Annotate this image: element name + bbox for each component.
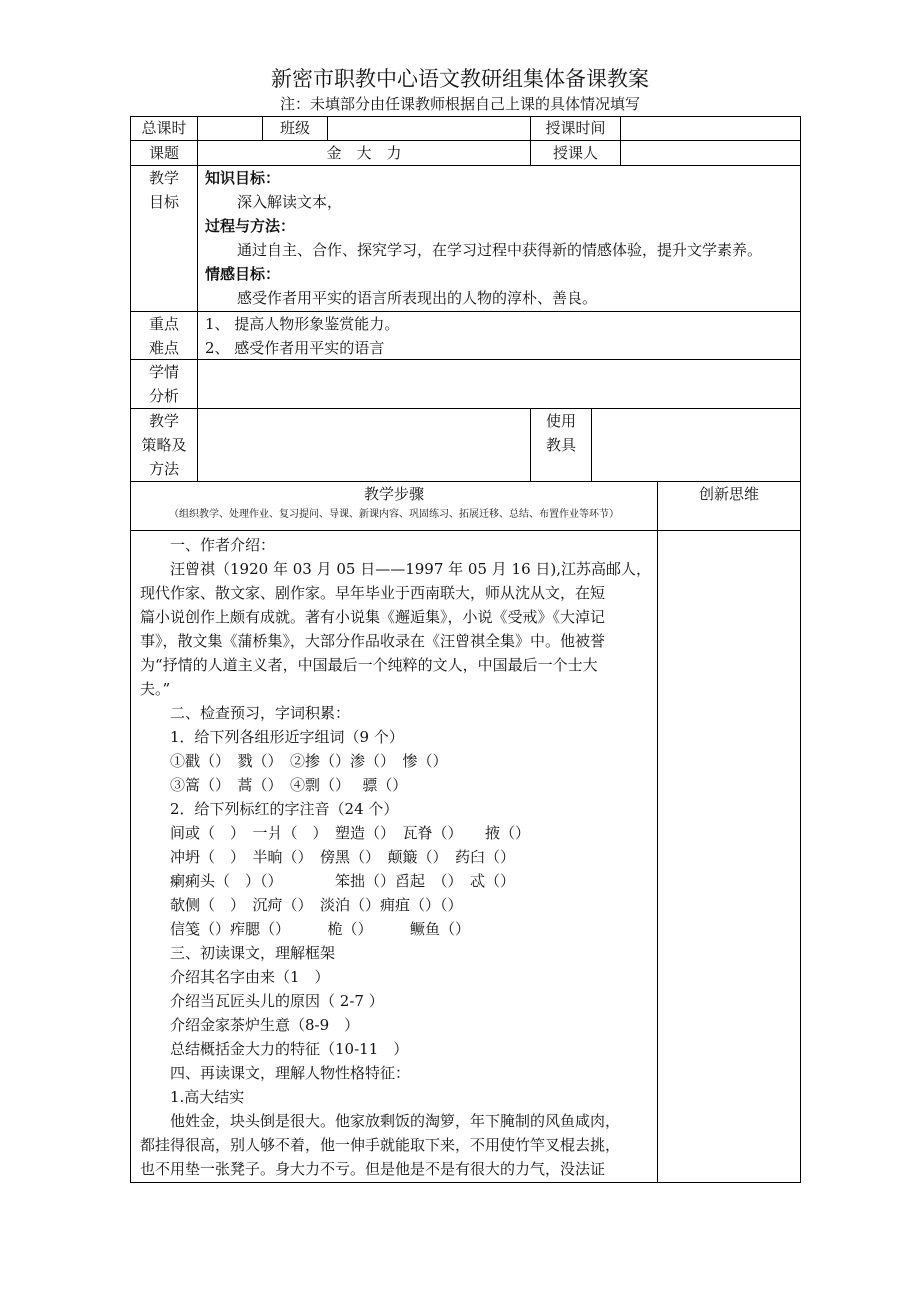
key-point-item: 2、 感受作者用平实的语言 (205, 339, 385, 357)
steps-line: 介绍其名字由来（1 ） (170, 968, 330, 986)
cell-divider (591, 408, 592, 482)
steps-line: 都挂得很高，别人够不着，他一伸手就能取下来，不用使竹竿叉棍去挑， (140, 1136, 621, 1154)
steps-line: ①戳（） 戮（） ②掺（）渗（） 惨（） (170, 752, 448, 770)
topic-label: 课题 (148, 144, 179, 162)
objectives-label-line1: 教学 (148, 169, 179, 187)
steps-body (140, 533, 655, 1181)
steps-line: 事》，散文集《蒲桥集》，大部分作品收录在《汪曾祺全集》中。他被誉 (140, 632, 606, 650)
strategy-label (131, 409, 197, 481)
steps-line: 瘌痢头（ ）（） 笨拙（）舀起 （） 忒（） (170, 872, 516, 890)
steps-line: 信笺（）痄腮（） 桅（） 鳜鱼（） (170, 920, 471, 938)
emotion-heading: 情感目标： (205, 265, 281, 283)
tools-label-line2: 教具 (545, 436, 576, 454)
tools-label (531, 409, 591, 457)
table-border-right (800, 116, 801, 1183)
steps-line: 2．给下列标红的字注音（24 个） (170, 800, 399, 818)
steps-line: 三、初读课文，理解框架 (170, 944, 336, 962)
process-text: 通过自主、合作、探究学习，在学习过程中获得新的情感体验，提升文学素养。 (237, 241, 763, 259)
key-points-label (131, 312, 197, 360)
knowledge-heading: 知识目标： (205, 169, 281, 187)
tools-label-line1: 使用 (545, 412, 576, 430)
innovation-column-divider (657, 481, 658, 1183)
strategy-label-line3: 方法 (148, 460, 179, 478)
steps-line: 汪曾祺（1920 年 03 月 05 日——1997 年 05 月 16 日),江苏高邮人， (170, 560, 651, 578)
steps-line: 二、检查预习，字词积累： (170, 704, 351, 722)
analysis-label-line2: 分析 (148, 387, 179, 405)
steps-line: 四、再读课文，理解人物性格特征： (170, 1064, 411, 1082)
steps-line: 1.高大结实 (170, 1088, 245, 1106)
steps-line: 1．给下列各组形近字组词（9 个） (170, 728, 404, 746)
analysis-label (131, 360, 197, 408)
steps-heading-cell (131, 482, 657, 522)
objectives-label (131, 166, 197, 214)
objectives-content (205, 166, 799, 310)
topic-value: 金 大 力 (326, 144, 402, 162)
row-divider (130, 408, 801, 409)
steps-line: 介绍金家茶炉生意（8-9 ） (170, 1016, 360, 1034)
teacher-label: 授课人 (552, 144, 598, 162)
steps-line: 间或（ ） 一爿（ ） 塑造（） 瓦脊（） 掖（） (170, 824, 531, 842)
row-divider (130, 530, 801, 531)
steps-subheading: （组织教学、处理作业、复习提问、导课、新课内容、巩固练习、拓展迁移、总结、布置作业等环节） (169, 509, 619, 520)
knowledge-text: 深入解读文本， (237, 193, 343, 211)
total-hours-label: 总课时 (141, 119, 187, 137)
key-points-label-line1: 重点 (148, 315, 179, 333)
strategy-label-line1: 教学 (148, 412, 179, 430)
steps-line: 一、作者介绍： (170, 536, 276, 554)
steps-line: 夫。” (140, 680, 171, 698)
steps-line: 为“抒情的人道主义者，中国最后一个纯粹的文人，中国最后一个士大 (140, 656, 598, 674)
steps-line: 也不用垫一张凳子。身大力不亏。但是他是不是有很大的力气，没法证 (140, 1160, 606, 1178)
steps-line: 篇小说创作上颇有成就。著有小说集《邂逅集》，小说《受戒》《大淖记 (140, 608, 606, 626)
key-points-content (205, 312, 799, 360)
process-heading: 过程与方法： (205, 217, 296, 235)
objectives-label-line2: 目标 (148, 193, 179, 211)
steps-line: 冲坍（ ） 半晌（） 傍黑（） 颠簸（） 药臼（） (170, 848, 516, 866)
key-points-label-line2: 难点 (148, 339, 179, 357)
steps-line: 介绍当瓦匠头儿的原因（ 2-7 ） (170, 992, 384, 1010)
steps-line: 欹侧（ ） 沉疴（） 淡泊（）痈疽（）（） (170, 896, 463, 914)
teach-time-label: 授课时间 (545, 119, 606, 137)
analysis-label-line1: 学情 (148, 363, 179, 381)
emotion-text: 感受作者用平实的语言所表现出的人物的淳朴、善良。 (237, 289, 598, 307)
cell-divider (327, 116, 328, 141)
steps-line: 他姓金，块头倒是很大。他家放剩饭的淘箩，年下腌制的风鱼咸肉， (170, 1112, 621, 1130)
class-label: 班级 (279, 119, 310, 137)
steps-line: 总结概括金大力的特征（10-11 ） (170, 1040, 409, 1058)
cell-divider (620, 116, 621, 166)
fill-note: 注：未填部分由任课教师根据自己上课的具体情况填写 (279, 95, 640, 113)
steps-line: 现代作家、散文家、剧作家。早年毕业于西南联大，师从沈从文，在短 (140, 584, 606, 602)
table-border-top (130, 116, 801, 117)
steps-heading: 教学步骤 (363, 485, 424, 503)
innovation-heading: 创新思维 (698, 485, 759, 503)
table-border-bottom (130, 1182, 801, 1183)
table-border-left (130, 116, 131, 1183)
key-point-item: 1、 提高人物形象鉴赏能力。 (205, 315, 400, 333)
page-title: 新密市职教中心语文教研组集体备课教案 (271, 67, 649, 91)
steps-line: ③篙（） 蒿（） ④剽（） 骠（） (170, 776, 408, 794)
strategy-label-line2: 策略及 (141, 436, 187, 454)
label-column-divider (197, 116, 198, 482)
